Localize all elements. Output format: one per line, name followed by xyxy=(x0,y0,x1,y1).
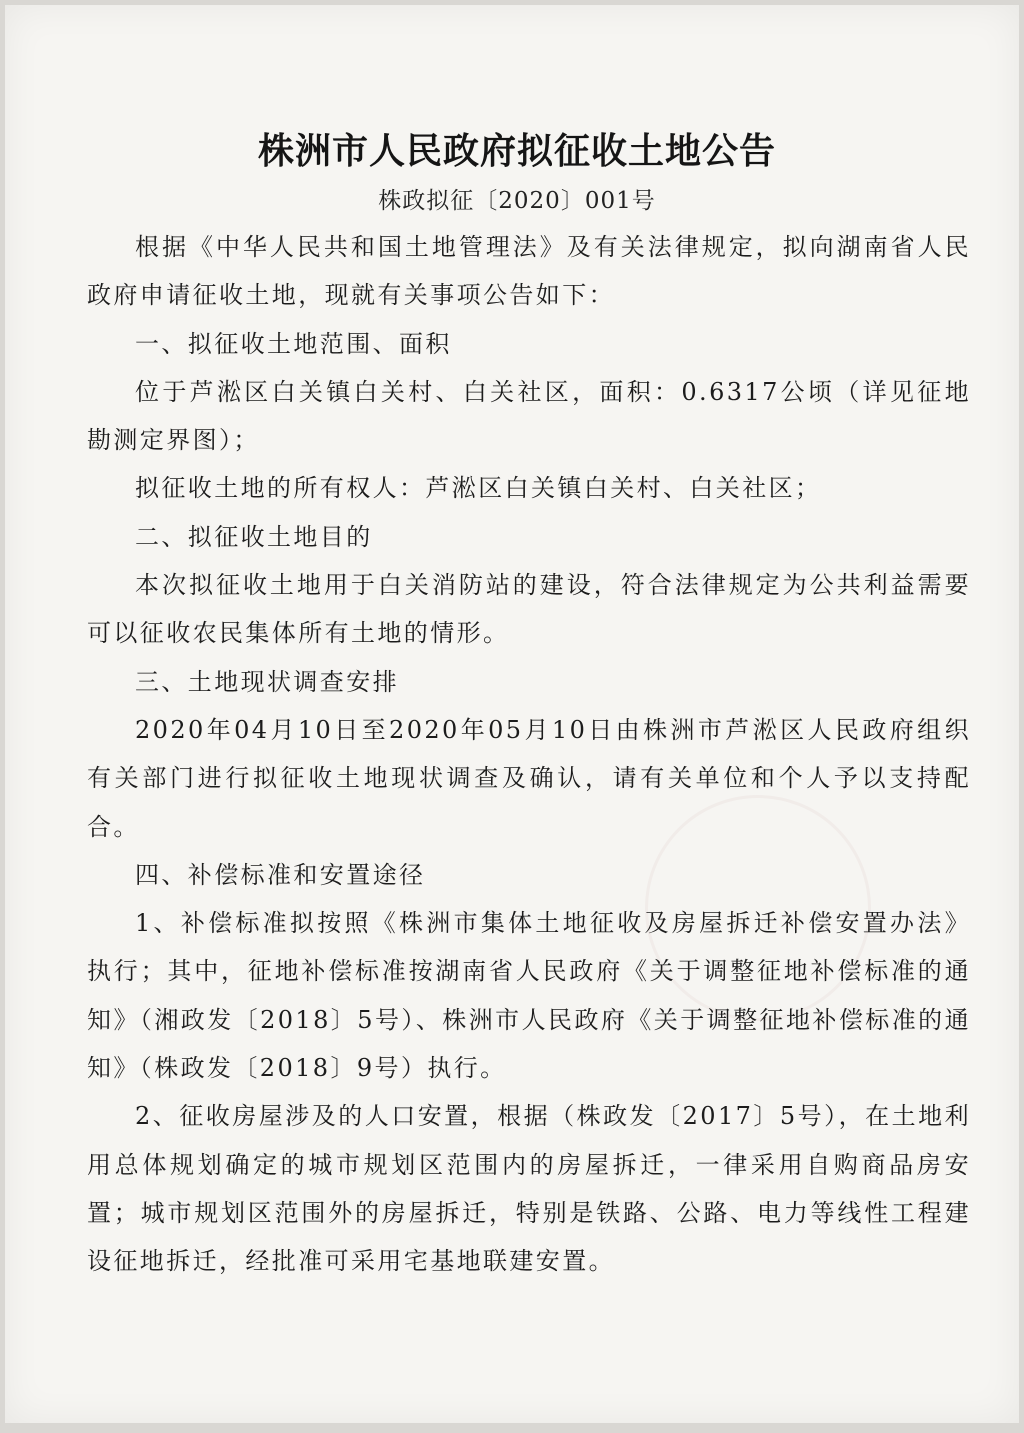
document-number: 株政拟征〔2020〕001号 xyxy=(378,188,656,214)
section-heading-survey: 三、土地现状调查安排 xyxy=(135,667,399,696)
scope-location-paragraph: 位于芦淞区白关镇白关村、白关社区，面积：0.6317公顷（详见征地勘测定界图）； xyxy=(87,377,971,455)
intro-paragraph: 根据《中华人民共和国土地管理法》及有关法律规定，拟向湖南省人民政府申请征收土地，现就有关事项公告如下： xyxy=(87,233,971,310)
document-page xyxy=(5,5,1019,1423)
section-heading-compensation: 四、补偿标准和安置途径 xyxy=(135,860,426,889)
compensation-standard-paragraph: 1、补偿标准拟按照《株洲市集体土地征收及房屋拆迁补偿安置办法》执行；其中，征地补偿标准按湖南省人民政府《关于调整征地补偿标准的通知》（湘政发〔2018〕5号）、株洲市人民政府《关于调整征地补偿标准的通知》（株政发〔2018〕9号）执行。 xyxy=(87,909,971,1083)
section-heading-purpose: 二、拟征收土地目的 xyxy=(135,522,373,551)
resettlement-paragraph: 2、征收房屋涉及的人口安置，根据（株政发〔2017〕5号），在土地利用总体规划确定的城市规划区范围内的房屋拆迁，一律采用自购商品房安置；城市规划区范围外的房屋拆迁，特别是铁路、公路、电力等线性工程建设征地拆迁，经批准可采用宅基地联建安置。 xyxy=(87,1102,971,1276)
survey-paragraph: 2020年04月10日至2020年05月10日由株洲市芦淞区人民政府组织有关部门进行拟征收土地现状调查及确认，请有关单位和个人予以支持配合。 xyxy=(87,715,971,841)
purpose-paragraph: 本次拟征收土地用于白关消防站的建设，符合法律规定为公共利益需要可以征收农民集体所有土地的情形。 xyxy=(87,571,971,648)
document-title: 株洲市人民政府拟征收土地公告 xyxy=(257,131,776,172)
land-owner-paragraph: 拟征收土地的所有权人：芦淞区白关镇白关村、白关社区； xyxy=(135,474,822,503)
document-body xyxy=(87,223,971,1286)
section-heading-scope: 一、拟征收土地范围、面积 xyxy=(135,329,452,358)
